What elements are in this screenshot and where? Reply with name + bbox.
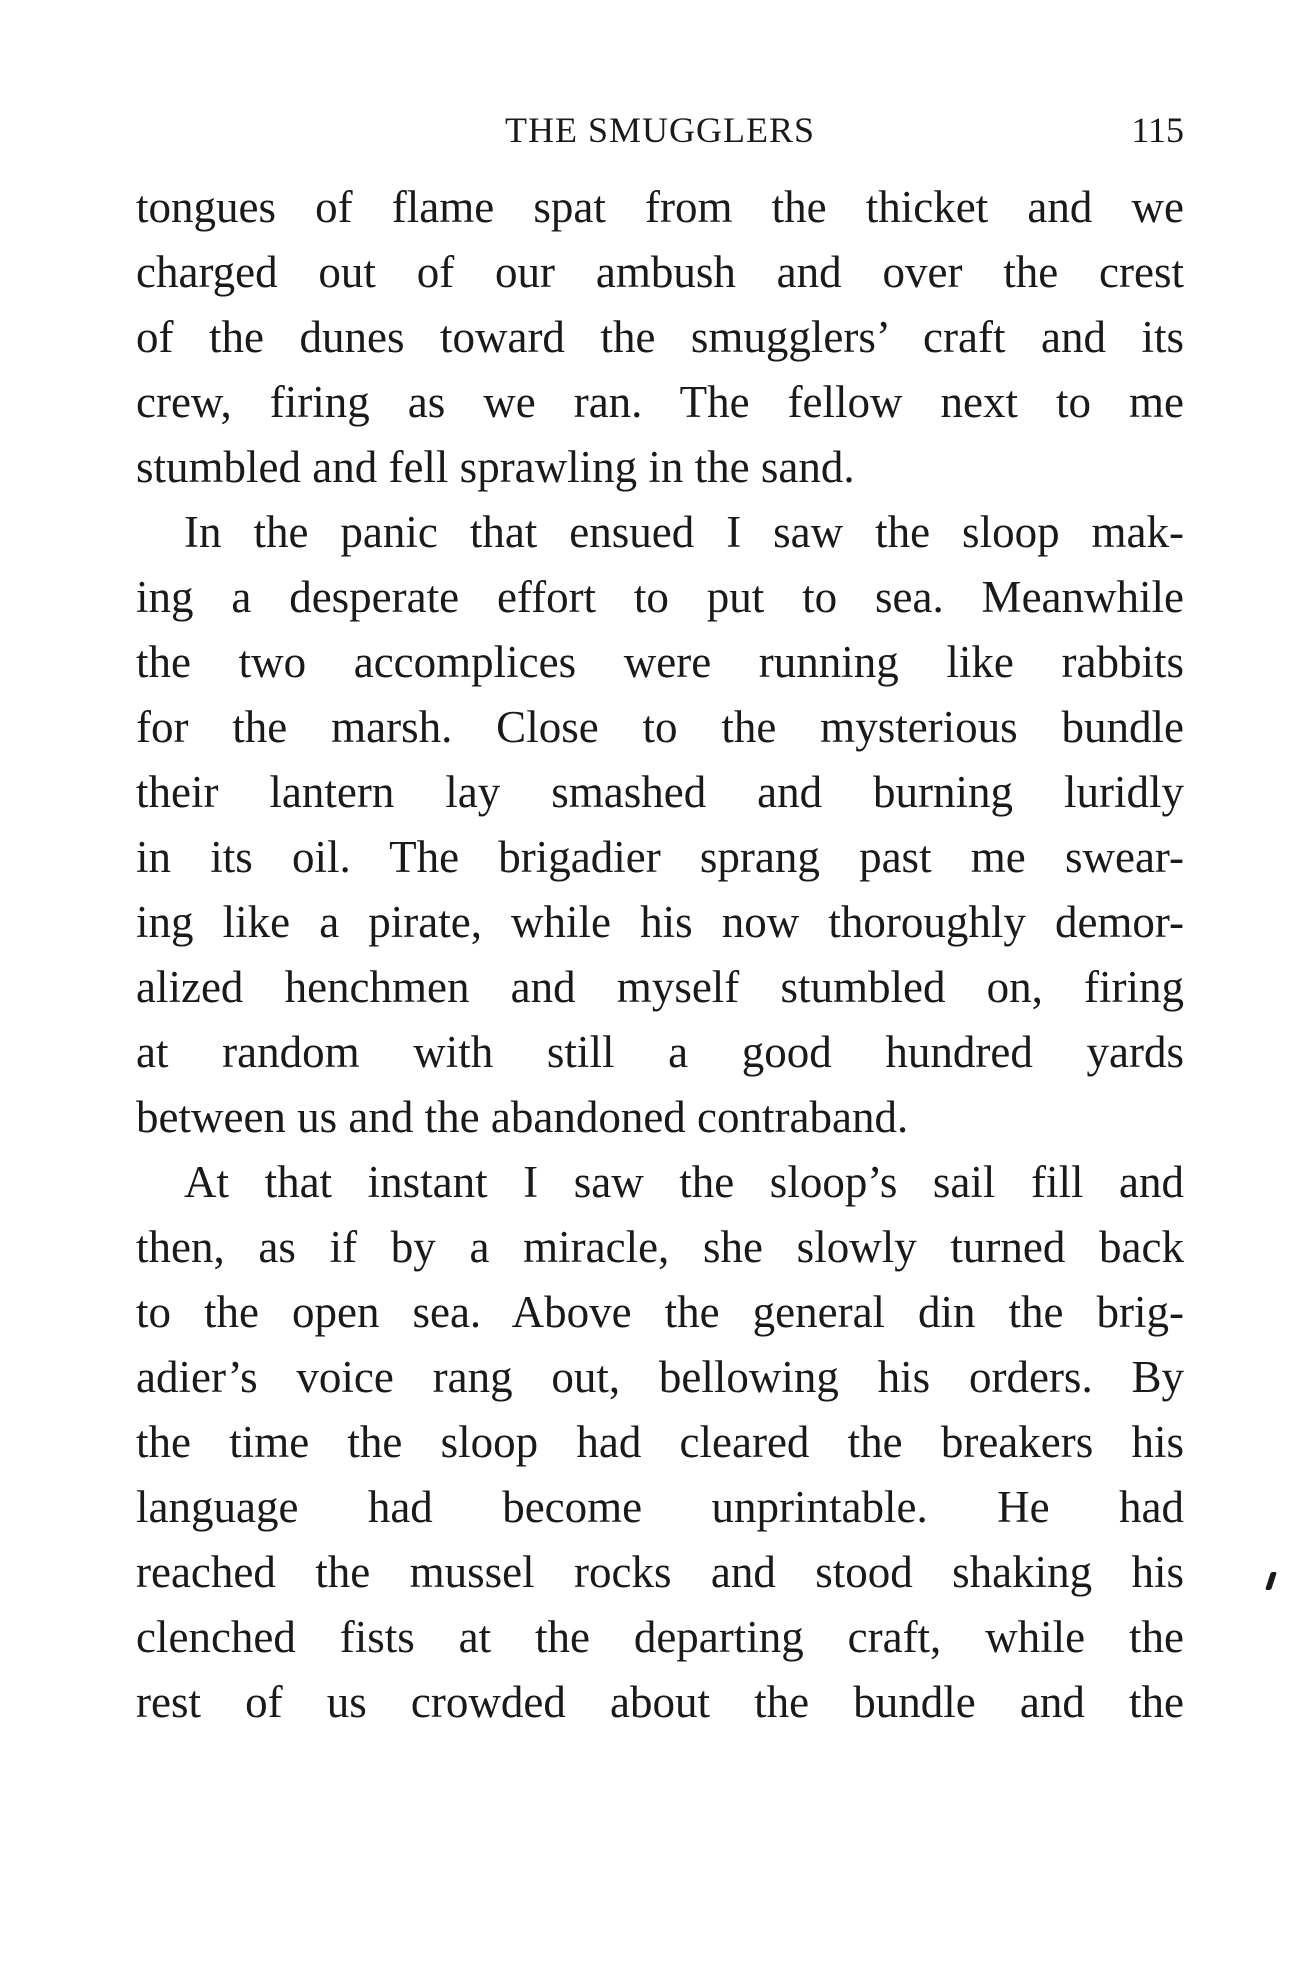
text-line: then, as if by a miracle, she slowly turned back bbox=[136, 1222, 1184, 1272]
running-title: THE SMUGGLERS bbox=[504, 110, 816, 150]
text-line: the time the sloop had cleared the breakers his bbox=[136, 1417, 1184, 1467]
text-line: ing like a pirate, while his now thoroughly demor- bbox=[136, 897, 1184, 947]
paragraph-3 bbox=[136, 1150, 1184, 1735]
paragraph-2 bbox=[136, 500, 1184, 1150]
text-line: tongues of flame spat from the thicket and we bbox=[136, 182, 1184, 232]
text-line: ing a desperate effort to put to sea. Meanwhile bbox=[136, 572, 1184, 622]
text-line: alized henchmen and myself stumbled on, firing bbox=[136, 962, 1184, 1012]
body-text bbox=[136, 175, 1184, 1735]
text-line: in its oil. The brigadier sprang past me swear- bbox=[136, 832, 1184, 882]
text-line: charged out of our ambush and over the crest bbox=[136, 247, 1184, 297]
text-line: reached the mussel rocks and stood shaking his bbox=[136, 1547, 1184, 1597]
text-line: between us and the abandoned contraband. bbox=[136, 1092, 909, 1142]
text-line: rest of us crowded about the bundle and the bbox=[136, 1677, 1184, 1727]
page-number: 115 bbox=[1131, 110, 1184, 150]
text-line: of the dunes toward the smugglers’ craft and its bbox=[136, 312, 1184, 362]
text-line: At that instant I saw the sloop’s sail fill and bbox=[184, 1157, 1184, 1207]
running-head bbox=[136, 100, 1184, 160]
text-line: the two accomplices were running like rabbits bbox=[136, 637, 1184, 687]
text-line: stumbled and fell sprawling in the sand. bbox=[136, 442, 855, 492]
text-line: for the marsh. Close to the mysterious bundle bbox=[136, 702, 1184, 752]
text-line: In the panic that ensued I saw the sloop mak- bbox=[184, 507, 1184, 557]
text-line: crew, firing as we ran. The fellow next to me bbox=[136, 377, 1184, 427]
margin-ink-mark bbox=[1265, 1572, 1277, 1590]
text-line: clenched fists at the departing craft, while the bbox=[136, 1612, 1184, 1662]
paragraph-1 bbox=[136, 175, 1184, 500]
text-line: language had become unprintable. He had bbox=[136, 1482, 1184, 1532]
text-line: at random with still a good hundred yards bbox=[136, 1027, 1184, 1077]
text-line: their lantern lay smashed and burning luridly bbox=[136, 767, 1184, 817]
text-line: to the open sea. Above the general din the brig- bbox=[136, 1287, 1184, 1337]
text-line: adier’s voice rang out, bellowing his orders. By bbox=[136, 1352, 1184, 1402]
